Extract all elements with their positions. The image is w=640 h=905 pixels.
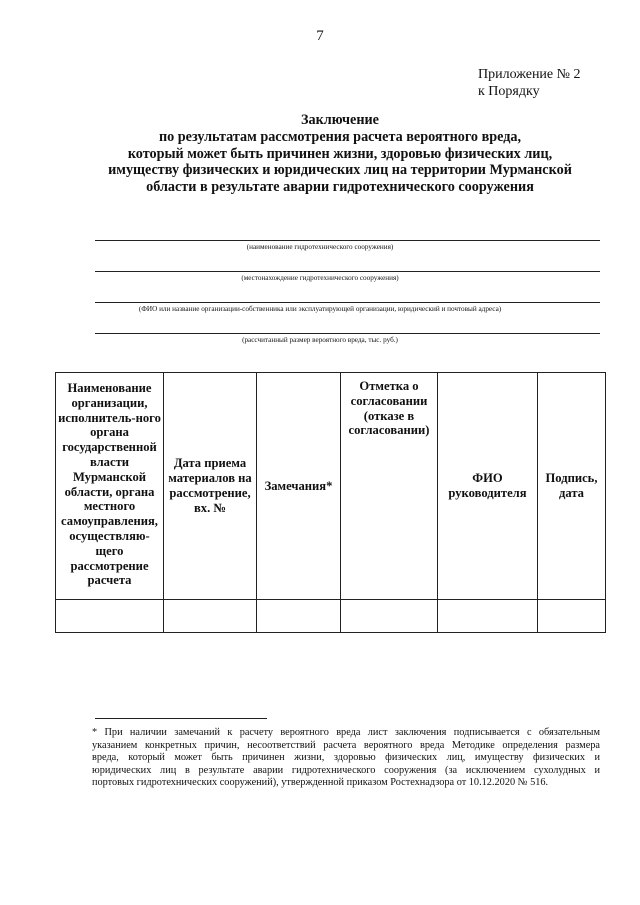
header-remarks: Замечания*	[257, 373, 341, 600]
document-title	[60, 112, 620, 196]
header-organization: Наименование организации, исполнитель-ного органа государственной власти Мурманской области, органа местного самоуправления, осуществляю-щего рассмотрение расчета	[56, 373, 164, 600]
footnote-separator	[95, 718, 267, 719]
table-row	[56, 600, 606, 633]
footnote	[92, 727, 600, 790]
header-approval-mark: Отметка о согласовании (отказе в согласовании)	[341, 373, 438, 600]
table-cell[interactable]	[438, 600, 538, 633]
approval-table	[55, 372, 606, 633]
footnote-line-5: портовых гидротехнических сооружений), утвержденной приказом Ростехнадзора от 10.12.2020 № 516.	[92, 777, 549, 788]
footnote-line-2: указанием конкретных причин, несоответствий расчета вероятного вреда Методике определения размера	[92, 739, 600, 751]
appendix-line-1: Приложение № 2	[478, 67, 581, 82]
header-receipt-date: Дата приема материалов на рассмотрение, вх. №	[164, 373, 257, 600]
title-line-1: Заключение	[301, 112, 379, 128]
appendix-line-2: к Порядку	[478, 84, 540, 99]
table-header-row	[56, 373, 606, 600]
table-cell[interactable]	[257, 600, 341, 633]
fill-line-damage	[95, 333, 600, 334]
table-cell[interactable]	[164, 600, 257, 633]
fill-line-owner	[95, 302, 600, 303]
table-cell[interactable]	[341, 600, 438, 633]
header-signature-date: Подпись, дата	[538, 373, 606, 600]
table-cell[interactable]	[538, 600, 606, 633]
title-line-3: который может быть причинен жизни, здоровью физических лиц,	[127, 145, 553, 162]
fill-line-location	[95, 271, 600, 272]
footnote-line-1: * При наличии замечаний к расчету вероятного вреда лист заключения подписывается с обязательным	[92, 727, 600, 738]
header-manager-name: ФИО руководителя	[438, 373, 538, 600]
fill-line-name	[95, 240, 600, 241]
title-line-2: по результатам рассмотрения расчета вероятного вреда,	[158, 128, 522, 145]
table-cell[interactable]	[56, 600, 164, 633]
title-line-5: области в результате аварии гидротехнического сооружения	[146, 179, 534, 196]
footnote-line-3: вреда, который может быть причинен жизни, здоровью физических лиц, имуществу физических и	[92, 752, 600, 763]
title-line-4: имуществу физических и юридических лиц на территории Мурманской	[108, 162, 572, 179]
page-number: 7	[316, 28, 324, 44]
appendix-reference	[478, 66, 581, 100]
caption-name: (наименование гидротехнического сооружения)	[246, 243, 394, 251]
footnote-line-4: юридических лиц в результате аварии гидротехнического сооружения (за исключением сухолудных и	[92, 764, 600, 776]
caption-owner: (ФИО или название организации-собственника или эксплуатирующей организации, юридический и почтовый адреса)	[138, 305, 502, 313]
caption-location: (местонахождение гидротехнического сооружения)	[241, 274, 399, 282]
caption-damage: (рассчитанный размер вероятного вреда, тыс. руб.)	[242, 336, 398, 344]
